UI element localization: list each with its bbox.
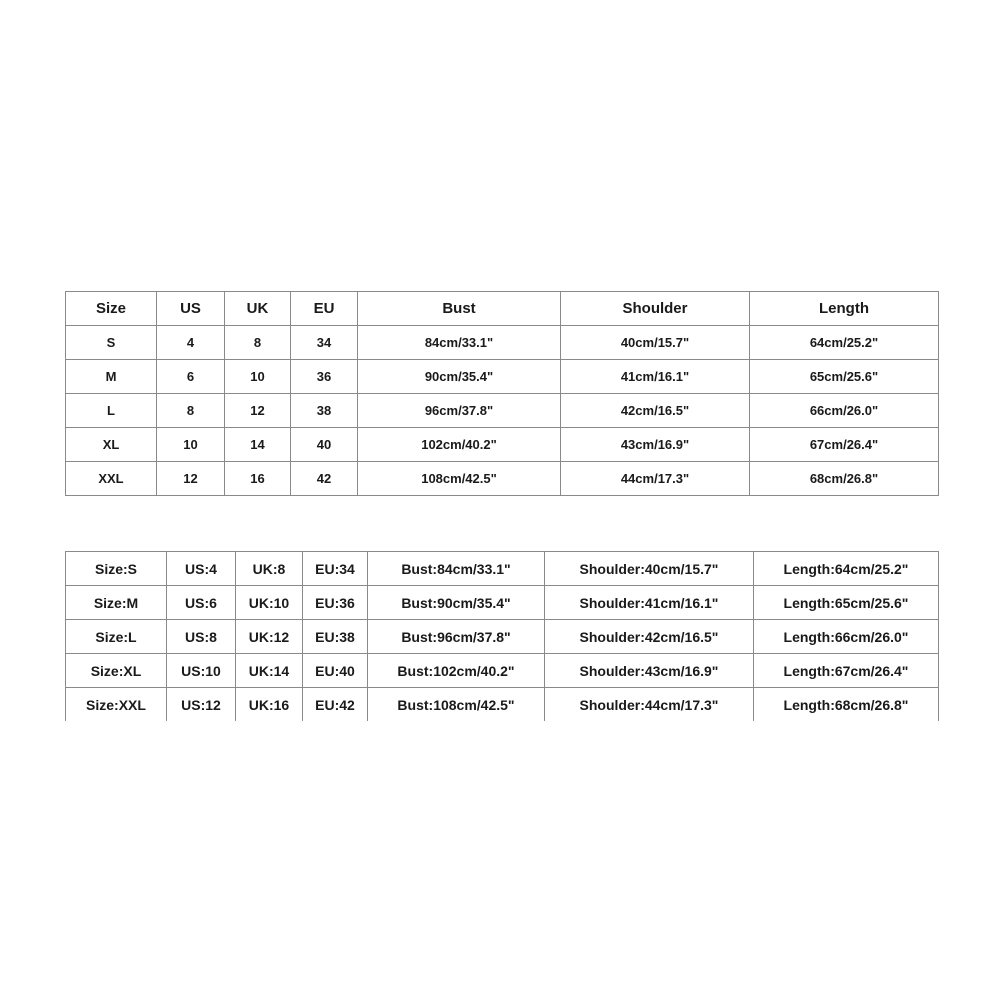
table-cell: Length:66cm/26.0" [754,620,939,654]
table-cell: Bust:96cm/37.8" [368,620,545,654]
table-row [66,654,939,688]
table-row [66,394,939,428]
table-cell: 4 [157,326,225,360]
table-cell: Bust:108cm/42.5" [368,688,545,722]
table-cell: XL [66,428,157,462]
table-cell: 14 [225,428,291,462]
labeled-size-table [65,551,939,721]
table-row [66,462,939,496]
table-cell: XXL [66,462,157,496]
table-cell: 84cm/33.1" [358,326,561,360]
column-header-shoulder: Shoulder [561,292,750,326]
table-cell: Bust:90cm/35.4" [368,586,545,620]
table-cell: 34 [291,326,358,360]
table-cell: Shoulder:41cm/16.1" [545,586,754,620]
table-cell: 10 [157,428,225,462]
table-cell: 40 [291,428,358,462]
table-cell: 42cm/16.5" [561,394,750,428]
table-cell: 6 [157,360,225,394]
table-cell: 16 [225,462,291,496]
table-cell: Length:65cm/25.6" [754,586,939,620]
table-cell: EU:42 [303,688,368,722]
table-cell: US:12 [167,688,236,722]
table-cell: Size:L [66,620,167,654]
table-row [66,326,939,360]
column-header-size: Size [66,292,157,326]
table-cell: Size:S [66,552,167,586]
table-cell: US:6 [167,586,236,620]
table-cell: 12 [225,394,291,428]
table-cell: Shoulder:43cm/16.9" [545,654,754,688]
table-cell: EU:38 [303,620,368,654]
table-cell: UK:12 [236,620,303,654]
table-cell: 90cm/35.4" [358,360,561,394]
table-row [66,688,939,722]
table-cell: UK:8 [236,552,303,586]
table-cell: 102cm/40.2" [358,428,561,462]
table-cell: Size:M [66,586,167,620]
table-cell: 41cm/16.1" [561,360,750,394]
table-cell: 40cm/15.7" [561,326,750,360]
table-cell: L [66,394,157,428]
table-cell: 10 [225,360,291,394]
size-chart-table [65,291,939,496]
table-cell: US:10 [167,654,236,688]
table-cell: 65cm/25.6" [750,360,939,394]
table-cell: 44cm/17.3" [561,462,750,496]
table-cell: US:8 [167,620,236,654]
table-row [66,360,939,394]
table-cell: UK:10 [236,586,303,620]
table-row [66,586,939,620]
table-cell: US:4 [167,552,236,586]
column-header-uk: UK [225,292,291,326]
table-cell: 36 [291,360,358,394]
table-cell: M [66,360,157,394]
table-cell: 42 [291,462,358,496]
table-row [66,620,939,654]
table-cell: EU:40 [303,654,368,688]
table-cell: Length:64cm/25.2" [754,552,939,586]
table-row [66,428,939,462]
table-cell: Bust:102cm/40.2" [368,654,545,688]
table-cell: UK:14 [236,654,303,688]
table-cell: Length:67cm/26.4" [754,654,939,688]
table-cell: 12 [157,462,225,496]
table-cell: S [66,326,157,360]
table-cell: Shoulder:40cm/15.7" [545,552,754,586]
table-cell: 43cm/16.9" [561,428,750,462]
table-cell: Size:XL [66,654,167,688]
table-cell: 108cm/42.5" [358,462,561,496]
table-cell: 66cm/26.0" [750,394,939,428]
table-cell: EU:36 [303,586,368,620]
column-header-bust: Bust [358,292,561,326]
table-cell: Bust:84cm/33.1" [368,552,545,586]
column-header-us: US [157,292,225,326]
table-cell: 67cm/26.4" [750,428,939,462]
table-cell: 38 [291,394,358,428]
table-row [66,552,939,586]
table-cell: UK:16 [236,688,303,722]
column-header-eu: EU [291,292,358,326]
table-cell: Size:XXL [66,688,167,722]
table-cell: Length:68cm/26.8" [754,688,939,722]
table-cell: 64cm/25.2" [750,326,939,360]
table-header-row [66,292,939,326]
table-cell: EU:34 [303,552,368,586]
table-cell: Shoulder:44cm/17.3" [545,688,754,722]
column-header-length: Length [750,292,939,326]
table-cell: 8 [157,394,225,428]
table-cell: 68cm/26.8" [750,462,939,496]
table-cell: Shoulder:42cm/16.5" [545,620,754,654]
table-cell: 8 [225,326,291,360]
table-cell: 96cm/37.8" [358,394,561,428]
